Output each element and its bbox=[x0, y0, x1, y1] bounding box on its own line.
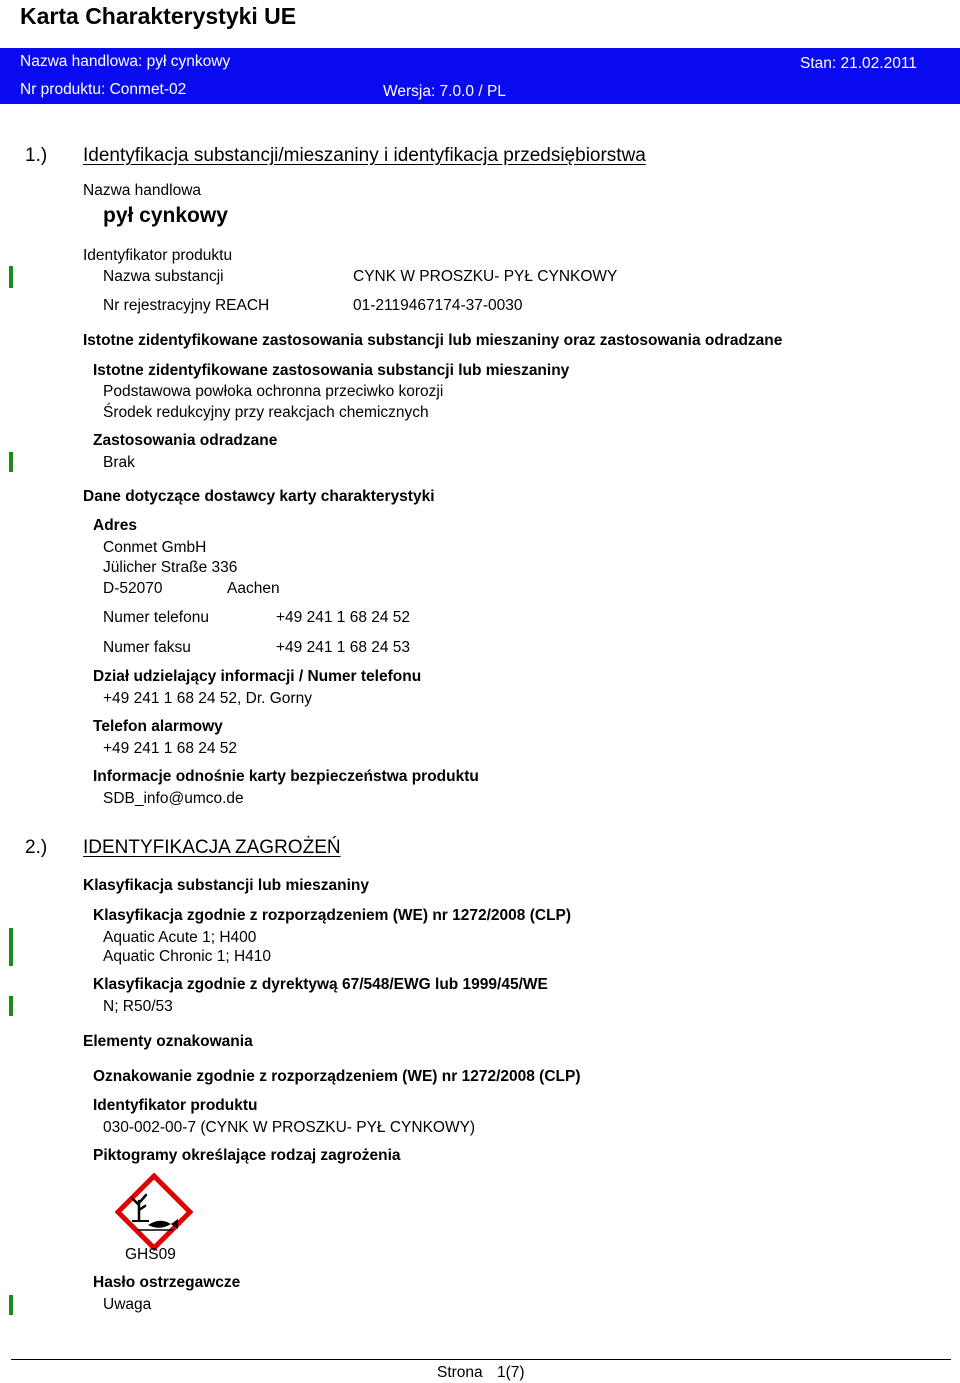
section-2-number: 2.) bbox=[25, 837, 48, 858]
page-label: Strona bbox=[437, 1364, 483, 1381]
label-elements-heading: Elementy oznakowania bbox=[83, 1033, 253, 1050]
info-department-value: +49 241 1 68 24 52, Dr. Gorny bbox=[103, 690, 312, 707]
substance-name-label: Nazwa substancji bbox=[103, 268, 224, 285]
supplier-heading: Dane dotyczące dostawcy karty charakterystyki bbox=[83, 488, 435, 505]
identified-use-item: Podstawowa powłoka ochronna przeciwko korozji bbox=[103, 383, 444, 400]
emergency-phone-value: +49 241 1 68 24 52 bbox=[103, 740, 238, 757]
fax-label: Numer faksu bbox=[103, 639, 191, 656]
identified-uses-label: Istotne zidentyfikowane zastosowania substancji lub mieszaniny bbox=[93, 362, 570, 379]
discouraged-uses-label: Zastosowania odradzane bbox=[93, 432, 278, 449]
trade-name-value: pył cynkowy bbox=[103, 204, 228, 227]
discouraged-uses-value: Brak bbox=[103, 454, 135, 471]
postcode: D-52070 bbox=[103, 580, 163, 597]
page-number: 1(7) bbox=[497, 1364, 525, 1381]
sds-info-label: Informacje odnośnie karty bezpieczeństwa produktu bbox=[93, 768, 479, 785]
phone-value: +49 241 1 68 24 52 bbox=[276, 609, 411, 626]
signal-word-label: Hasło ostrzegawcze bbox=[93, 1274, 241, 1291]
clp-classification-item: Aquatic Acute 1; H400 bbox=[103, 929, 257, 946]
city: Aachen bbox=[227, 580, 280, 597]
street-address: Jülicher Straße 336 bbox=[103, 559, 238, 576]
pictograms-label: Piktogramy określające rodzaj zagrożenia bbox=[93, 1147, 401, 1164]
dsd-classification-label: Klasyfikacja zgodnie z dyrektywą 67/548/EWG lub 1999/45/WE bbox=[93, 976, 548, 993]
sds-info-email: SDB_info@umco.de bbox=[103, 790, 244, 807]
phone-label: Numer telefonu bbox=[103, 609, 209, 626]
change-bar bbox=[9, 1295, 13, 1315]
header-product-no: Nr produktu: Conmet-02 bbox=[20, 81, 187, 98]
dsd-classification-value: N; R50/53 bbox=[103, 998, 173, 1015]
header-status-date: Stan: 21.02.2011 bbox=[800, 55, 917, 72]
footer-divider bbox=[11, 1359, 951, 1360]
clp-classification-item: Aquatic Chronic 1; H410 bbox=[103, 948, 272, 965]
signal-word-value: Uwaga bbox=[103, 1296, 152, 1313]
product-identifier-value: 030-002-00-7 (CYNK W PROSZKU- PYŁ CYNKOWY) bbox=[103, 1119, 476, 1136]
clp-labelling-label: Oznakowanie zgodnie z rozporządzeniem (WE) nr 1272/2008 (CLP) bbox=[93, 1068, 581, 1085]
pictogram-code: GHS09 bbox=[125, 1246, 176, 1263]
header-version: Wersja: 7.0.0 / PL bbox=[383, 83, 506, 100]
clp-classification-label: Klasyfikacja zgodnie z rozporządzeniem (WE) nr 1272/2008 (CLP) bbox=[93, 907, 572, 924]
company-name: Conmet GmbH bbox=[103, 539, 207, 556]
substance-name-value: CYNK W PROSZKU- PYŁ CYNKOWY bbox=[353, 268, 618, 285]
classification-heading: Klasyfikacja substancji lub mieszaniny bbox=[83, 877, 370, 894]
trade-name-label: Nazwa handlowa bbox=[83, 182, 202, 199]
emergency-phone-label: Telefon alarmowy bbox=[93, 718, 223, 735]
product-identifier-label-2: Identyfikator produktu bbox=[93, 1097, 258, 1114]
change-bar bbox=[9, 996, 13, 1016]
header-trade-name: Nazwa handlowa: pył cynkowy bbox=[20, 53, 231, 70]
section-1-title: Identyfikacja substancji/mieszaniny i identyfikacja przedsiębiorstwa bbox=[83, 145, 646, 166]
reach-number-label: Nr rejestracyjny REACH bbox=[103, 297, 270, 314]
change-bar bbox=[9, 928, 13, 966]
change-bar bbox=[9, 266, 13, 288]
reach-number-value: 01-2119467174-37-0030 bbox=[353, 297, 523, 314]
section-2-title: IDENTYFIKACJA ZAGROŻEŃ bbox=[83, 837, 341, 858]
environment-hazard-icon bbox=[115, 1173, 193, 1251]
fax-value: +49 241 1 68 24 53 bbox=[276, 639, 411, 656]
address-label: Adres bbox=[93, 517, 137, 534]
uses-heading: Istotne zidentyfikowane zastosowania substancji lub mieszaniny oraz zastosowania odradzane bbox=[83, 332, 783, 349]
change-bar bbox=[9, 452, 13, 472]
product-identifier-label: Identyfikator produktu bbox=[83, 247, 233, 264]
document-title: Karta Charakterystyki UE bbox=[20, 3, 297, 29]
info-department-label: Dział udzielający informacji / Numer telefonu bbox=[93, 668, 422, 685]
identified-use-item: Środek redukcyjny przy reakcjach chemicznych bbox=[103, 404, 429, 421]
section-1-number: 1.) bbox=[25, 145, 48, 166]
